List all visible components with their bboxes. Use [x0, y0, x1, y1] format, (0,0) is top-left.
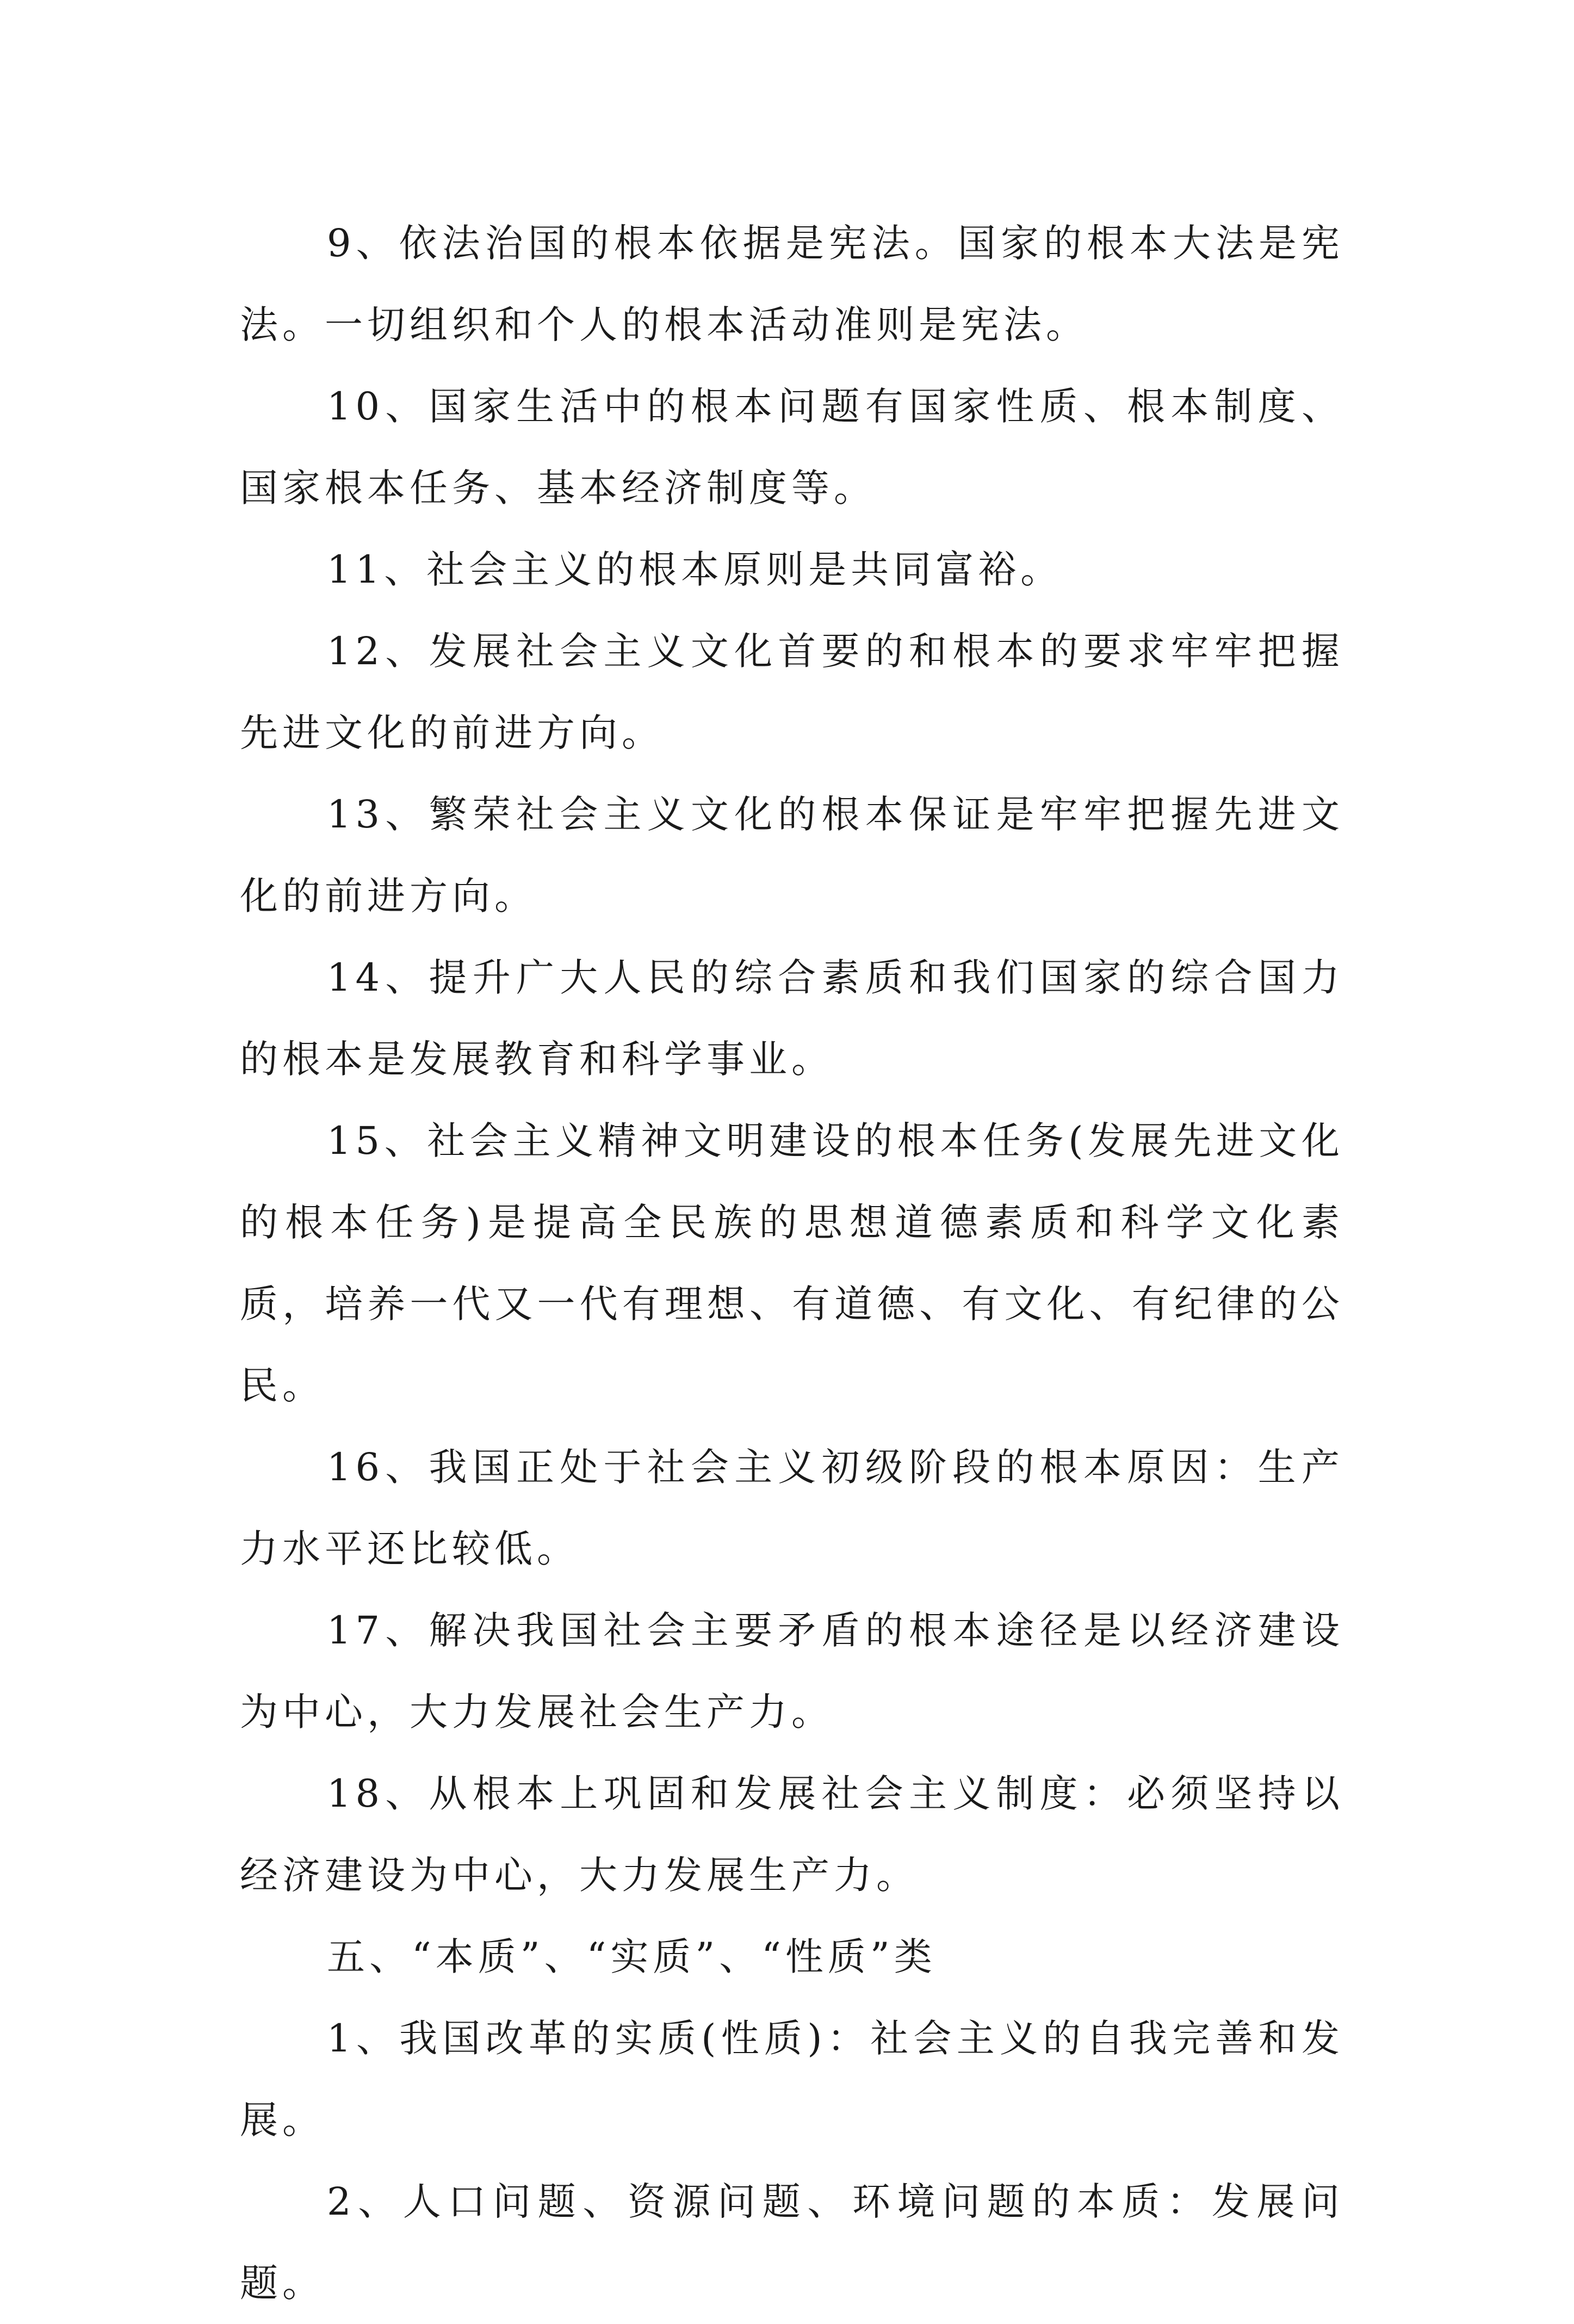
paragraph-13: 13、繁荣社会主义文化的根本保证是牢牢把握先进文化的前进方向。 — [240, 792, 1344, 918]
paragraph-5-2: 2、人口问题、资源问题、环境问题的本质：发展问题。 — [240, 2179, 1344, 2306]
section-heading-5: 五、“本质”、“实质”、“性质”类 — [327, 1934, 937, 1979]
paragraph-9: 9、依法治国的根本依据是宪法。国家的根本大法是宪法。一切组织和个人的根本活动准则是宪法。 — [240, 221, 1344, 347]
paragraph-5-1: 1、我国改革的实质(性质)：社会主义的自我完善和发展。 — [240, 2016, 1344, 2142]
paragraph-10: 10、国家生活中的根本问题有国家性质、根本制度、国家根本任务、基本经济制度等。 — [240, 384, 1344, 510]
paragraph-18: 18、从根本上巩固和发展社会主义制度：必须坚持以经济建设为中心，大力发展生产力。 — [240, 1771, 1344, 1897]
paragraph-11: 11、社会主义的根本原则是共同富裕。 — [327, 547, 1063, 592]
paragraph-14: 14、提升广大人民的综合素质和我们国家的综合国力的根本是发展教育和科学事业。 — [240, 955, 1344, 1081]
paragraph-16: 16、我国正处于社会主义初级阶段的根本原因：生产力水平还比较低。 — [240, 1445, 1344, 1571]
paragraph-17: 17、解决我国社会主要矛盾的根本途径是以经济建设为中心，大力发展社会生产力。 — [240, 1608, 1344, 1734]
paragraph-15: 15、社会主义精神文明建设的根本任务(发展先进文化的根本任务)是提高全民族的思想道德素质和科学文化素质，培养一代又一代有理想、有道德、有文化、有纪律的公民。 — [240, 1118, 1344, 1408]
document-body — [240, 202, 1344, 2324]
paragraph-12: 12、发展社会主义文化首要的和根本的要求牢牢把握先进文化的前进方向。 — [240, 629, 1344, 755]
